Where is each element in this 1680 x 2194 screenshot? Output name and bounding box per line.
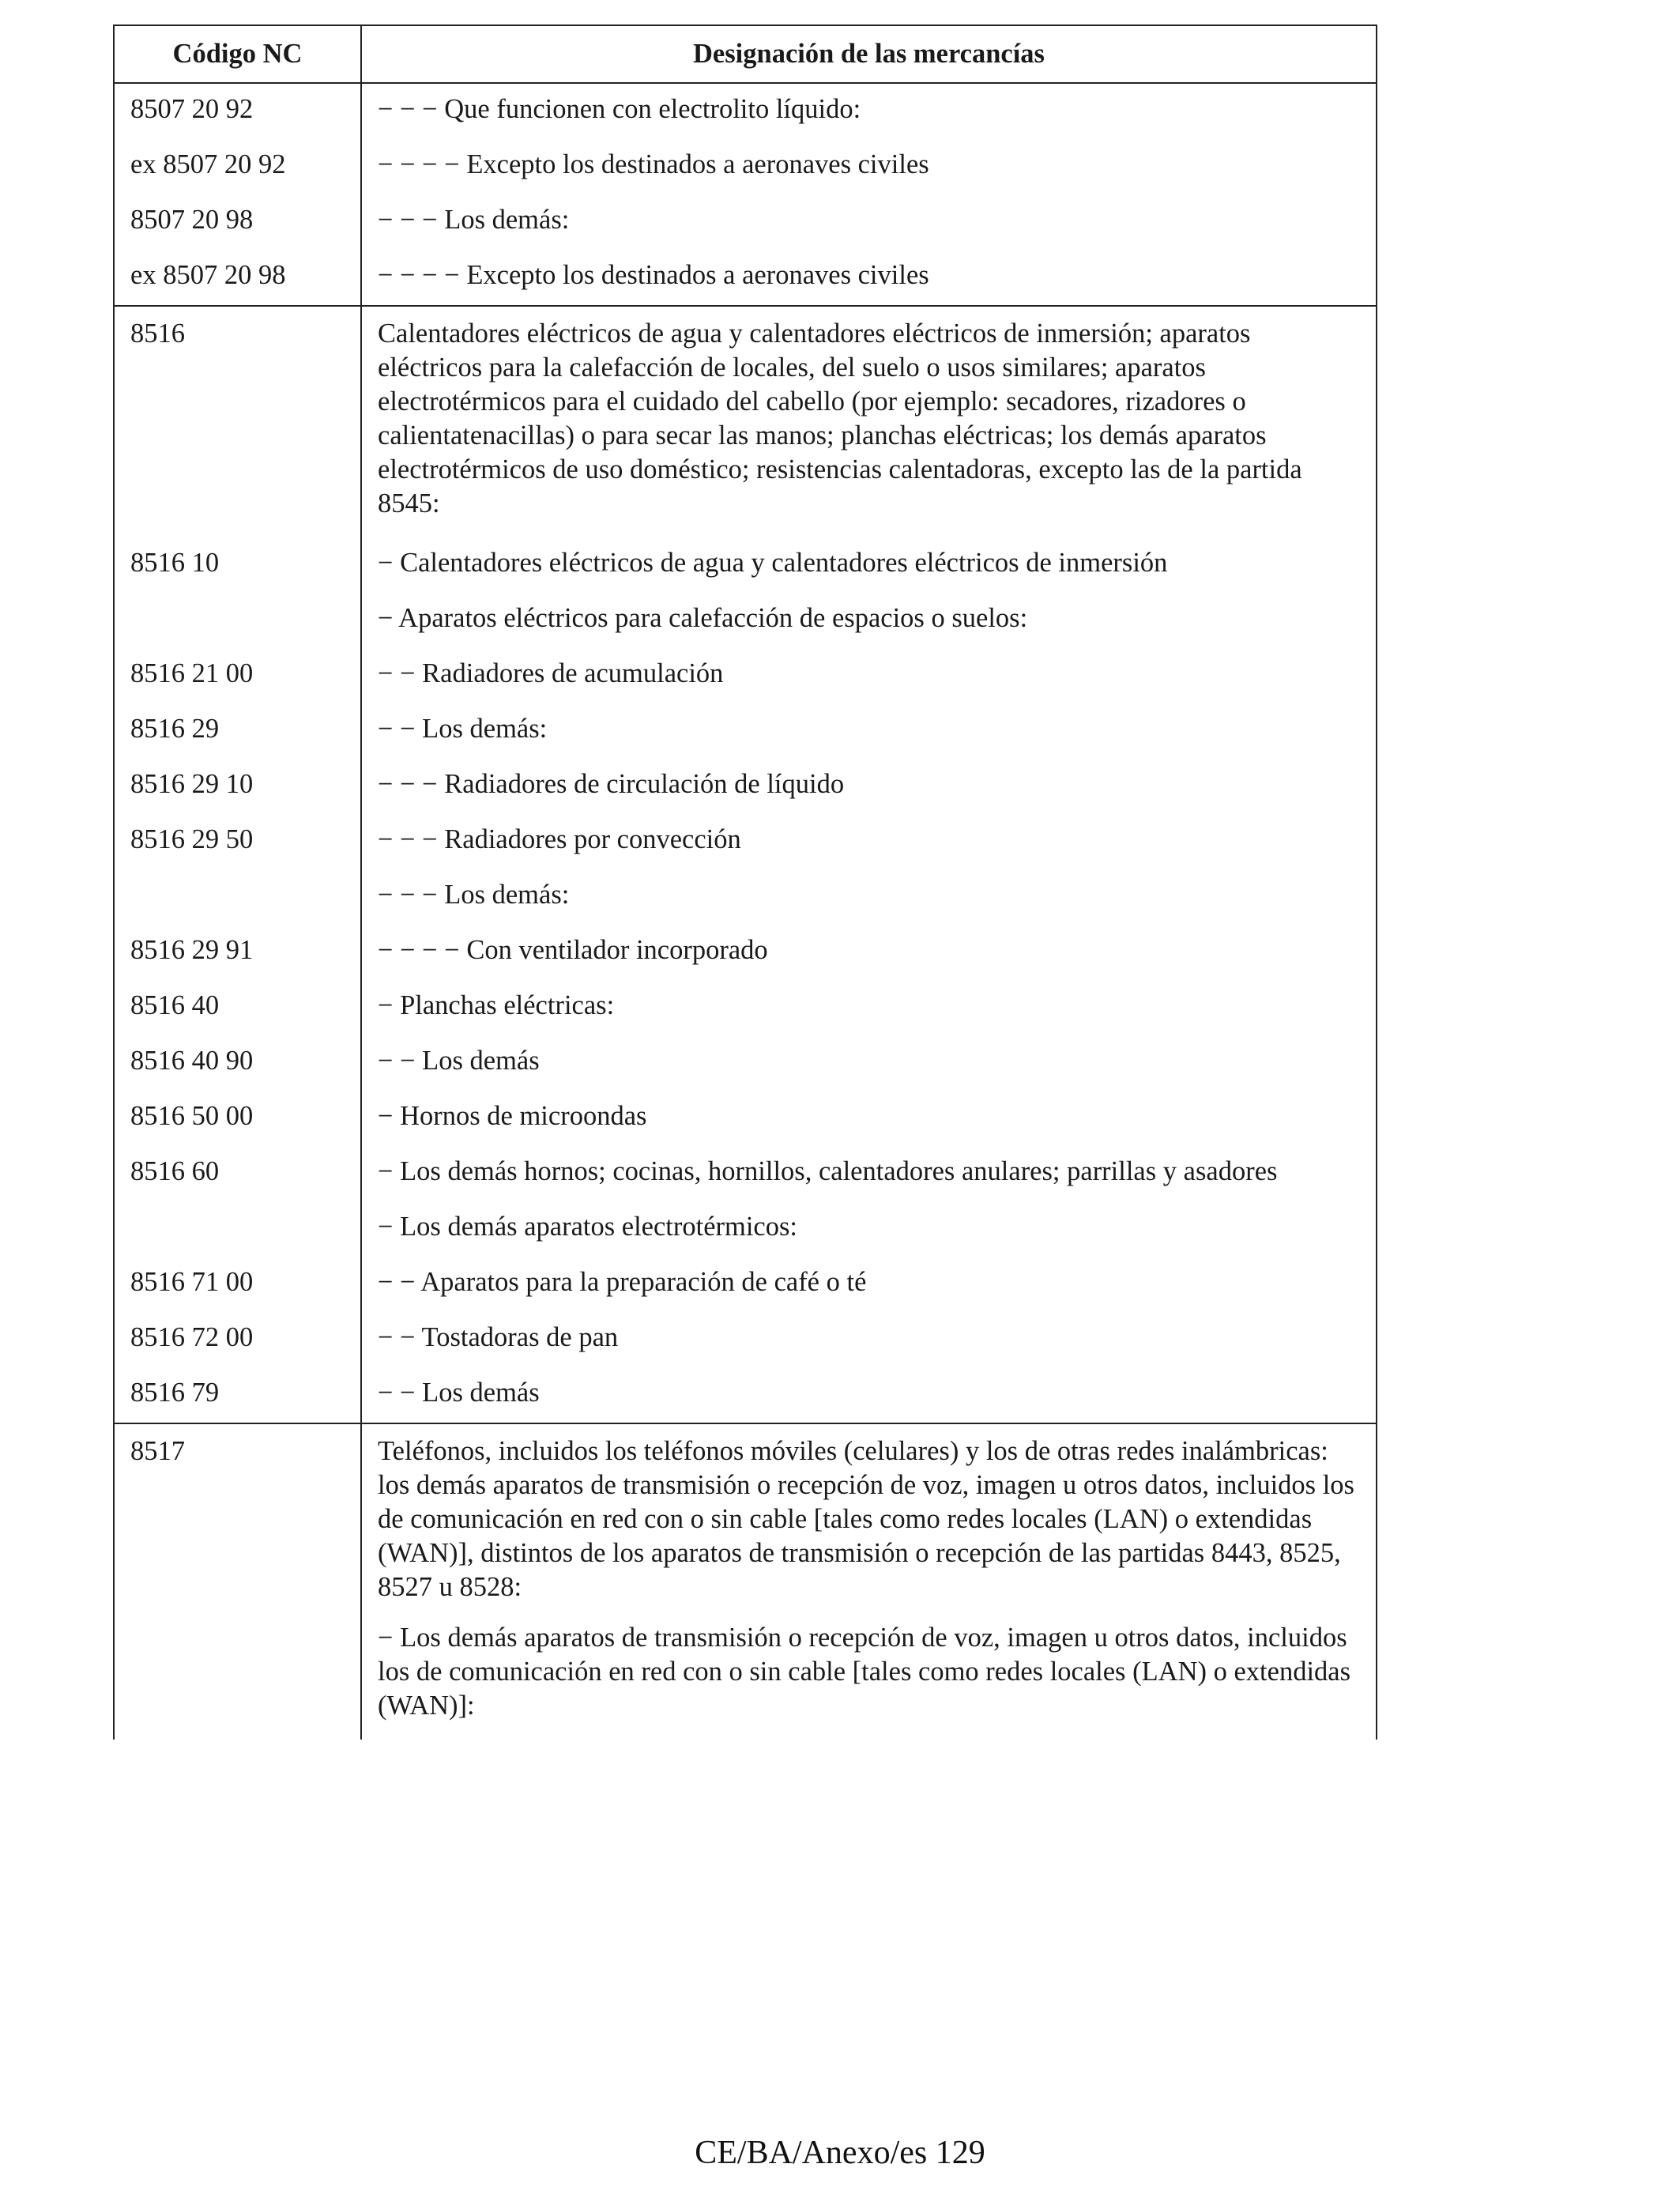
cn-code-cell	[114, 1035, 361, 1091]
cn-code-cell	[114, 83, 361, 139]
table-row	[114, 1201, 1377, 1257]
cn-code: ex 8507 20 98	[130, 260, 286, 290]
page-footer: CE/BA/Anexo/es 129	[695, 2135, 985, 2171]
cn-code: 8516 29 50	[130, 824, 254, 854]
goods-description: − Planchas eléctricas:	[378, 990, 615, 1020]
table-row	[114, 306, 1377, 537]
table-row	[114, 1621, 1377, 1740]
description-cell	[361, 1621, 1377, 1740]
description-cell	[361, 306, 1377, 537]
goods-description: − Calentadores eléctricos de agua y calentadores eléctricos de inmersión	[378, 548, 1168, 578]
goods-description: − − − Radiadores de circulación de líquido	[378, 769, 845, 799]
description-cell	[361, 1257, 1377, 1312]
goods-description: − Los demás aparatos electrotérmicos:	[378, 1212, 798, 1242]
cn-code-cell	[114, 1146, 361, 1201]
cn-code-cell	[114, 1367, 361, 1423]
table-row	[114, 703, 1377, 759]
description-cell	[361, 1367, 1377, 1423]
cn-code-cell	[114, 1091, 361, 1146]
cn-code-cell	[114, 537, 361, 593]
description-cell	[361, 925, 1377, 980]
cn-code: 8516 29	[130, 714, 220, 744]
cn-code-cell	[114, 703, 361, 759]
goods-description: − − Los demás:	[378, 714, 548, 744]
cn-code: 8516 29 10	[130, 769, 254, 799]
cn-code: 8516 40	[130, 990, 220, 1020]
table-row	[114, 759, 1377, 814]
table-row	[114, 537, 1377, 593]
cn-code: 8516 50 00	[130, 1101, 254, 1131]
table-row	[114, 250, 1377, 306]
goods-description: − Los demás aparatos de transmisión o recepción de voz, imagen u otros datos, incluidos los de comunicación en red con o sin cable [tales como redes locales (LAN) o extendidas (WAN)]:	[378, 1623, 1351, 1721]
description-cell	[361, 1091, 1377, 1146]
goods-description: Calentadores eléctricos de agua y calentadores eléctricos de inmersión; aparatos eléctricos para la calefacción de locales, del suelo o usos similares; aparatos electrotérmicos para el cuidado del cabello (por ejemplo: secadores, rizadores o calientatenacillas) o para secar las manos; planchas eléctricas; los demás aparatos electrotérmicos de uso doméstico; resistencias calentadoras, excepto las de la partida 8545:	[378, 319, 1302, 518]
cn-code-cell	[114, 814, 361, 869]
description-cell	[361, 250, 1377, 306]
description-cell	[361, 194, 1377, 250]
cn-code-cell	[114, 980, 361, 1035]
table-body	[114, 83, 1377, 1740]
goods-description: − − − Que funcionen con electrolito líquido:	[378, 94, 861, 124]
header-description: Designación de las mercancías	[361, 25, 1377, 83]
goods-description: − − − − Excepto los destinados a aeronaves civiles	[378, 260, 929, 290]
goods-description: − − − Los demás:	[378, 880, 570, 910]
cn-code-cell	[114, 648, 361, 703]
cn-code-cell	[114, 139, 361, 194]
cn-code: 8516 71 00	[130, 1267, 254, 1297]
table-row	[114, 194, 1377, 250]
goods-description: − − Los demás	[378, 1046, 540, 1076]
cn-code-cell	[114, 759, 361, 814]
header-code: Código NC	[114, 25, 361, 83]
goods-description: − − Los demás	[378, 1378, 540, 1408]
table-row	[114, 648, 1377, 703]
description-cell	[361, 537, 1377, 593]
tariff-table	[113, 25, 1377, 1740]
cn-code: 8516 21 00	[130, 658, 254, 688]
description-cell	[361, 648, 1377, 703]
goods-description: − − − Radiadores por convección	[378, 824, 741, 854]
goods-description: − − − Los demás:	[378, 205, 570, 235]
goods-description: − − Tostadoras de pan	[378, 1322, 619, 1352]
table-row	[114, 139, 1377, 194]
description-cell	[361, 869, 1377, 925]
table-row	[114, 980, 1377, 1035]
goods-description: − Aparatos eléctricos para calefacción de espacios o suelos:	[378, 603, 1028, 633]
cn-code: 8516 40 90	[130, 1046, 254, 1076]
cn-code-cell	[114, 1257, 361, 1312]
description-cell	[361, 1312, 1377, 1367]
cn-code: ex 8507 20 92	[130, 149, 286, 179]
cn-code-cell	[114, 1423, 361, 1621]
goods-description: − − − − Con ventilador incorporado	[378, 935, 768, 965]
description-cell	[361, 1423, 1377, 1621]
cn-code: 8516 60	[130, 1156, 220, 1186]
cn-code-cell	[114, 1621, 361, 1740]
cn-code-cell	[114, 250, 361, 306]
table-row	[114, 1367, 1377, 1423]
cn-code: 8516 29 91	[130, 935, 254, 965]
cn-code: 8516 72 00	[130, 1322, 254, 1352]
cn-code: 8516 10	[130, 548, 220, 578]
cn-code-cell	[114, 593, 361, 648]
goods-description: − Hornos de microondas	[378, 1101, 647, 1131]
cn-code-cell	[114, 1312, 361, 1367]
cn-code: 8517	[130, 1436, 185, 1466]
description-cell	[361, 1035, 1377, 1091]
cn-code: 8507 20 92	[130, 94, 254, 124]
table-row	[114, 1257, 1377, 1312]
description-cell	[361, 83, 1377, 139]
table-row	[114, 925, 1377, 980]
table-row	[114, 1035, 1377, 1091]
cn-code: 8507 20 98	[130, 205, 254, 235]
cn-code-cell	[114, 306, 361, 537]
table-header	[114, 25, 1377, 83]
table-row	[114, 814, 1377, 869]
description-cell	[361, 593, 1377, 648]
description-cell	[361, 759, 1377, 814]
description-cell	[361, 814, 1377, 869]
table-row	[114, 83, 1377, 139]
cn-code-cell	[114, 869, 361, 925]
description-cell	[361, 1201, 1377, 1257]
cn-code-cell	[114, 194, 361, 250]
table-row	[114, 1146, 1377, 1201]
goods-description: − − Radiadores de acumulación	[378, 658, 724, 688]
cn-code: 8516 79	[130, 1378, 220, 1408]
table-row	[114, 869, 1377, 925]
description-cell	[361, 980, 1377, 1035]
table-row	[114, 1423, 1377, 1621]
cn-code-cell	[114, 1201, 361, 1257]
description-cell	[361, 1146, 1377, 1201]
table-row	[114, 1091, 1377, 1146]
cn-code-cell	[114, 925, 361, 980]
table-row	[114, 1312, 1377, 1367]
goods-description: − Los demás hornos; cocinas, hornillos, calentadores anulares; parrillas y asadores	[378, 1156, 1278, 1186]
goods-description: Teléfonos, incluidos los teléfonos móviles (celulares) y los de otras redes inalámbricas: los demás aparatos de transmisión o recepción de voz, imagen u otros datos, incluidos los de comunicación en red con o sin cable [tales como redes locales (LAN) o extendidas (WAN)], distintos de los aparatos de transmisión o recepción de las partidas 8443, 8525, 8527 u 8528:	[378, 1436, 1354, 1602]
cn-code: 8516	[130, 319, 185, 349]
goods-description: − − − − Excepto los destinados a aeronaves civiles	[378, 149, 929, 179]
goods-description: − − Aparatos para la preparación de café o té	[378, 1267, 867, 1297]
description-cell	[361, 703, 1377, 759]
table-row	[114, 593, 1377, 648]
description-cell	[361, 139, 1377, 194]
